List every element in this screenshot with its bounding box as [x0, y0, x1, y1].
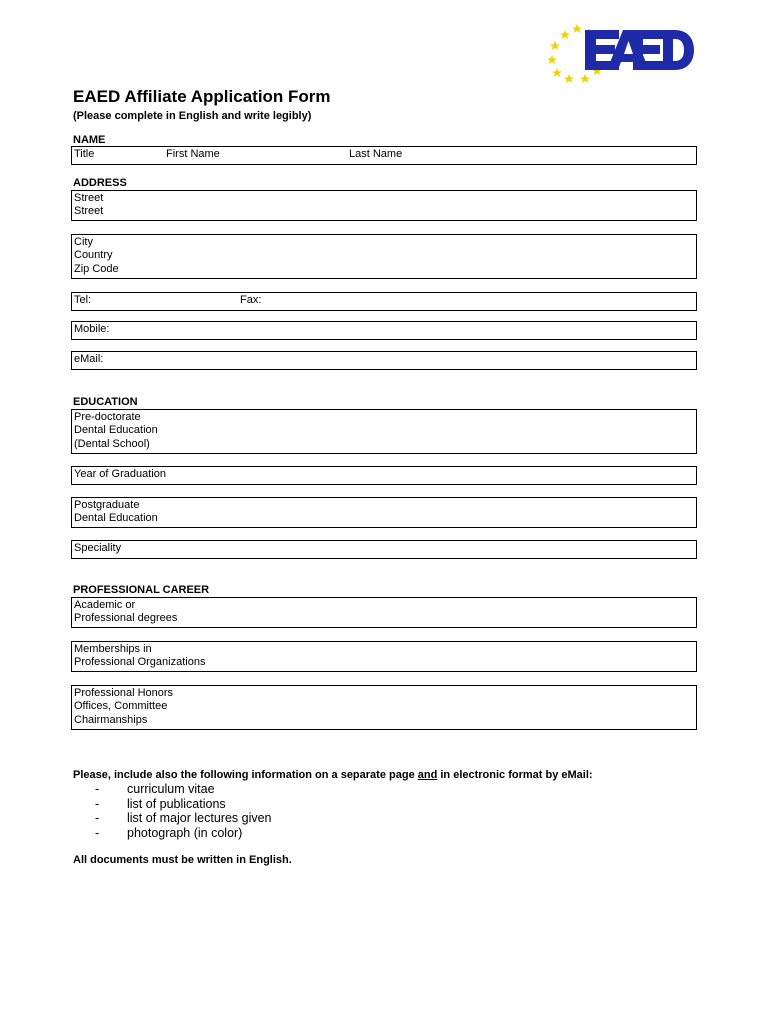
graduation-year-field[interactable] — [71, 466, 697, 485]
instructions-note — [73, 769, 593, 781]
section-label-name: NAME — [73, 134, 106, 146]
list-dash: - — [95, 825, 100, 840]
list-item-text: list of publications — [127, 796, 226, 811]
page-title: EAED Affiliate Application Form — [73, 87, 331, 106]
list-item-text: curriculum vitae — [127, 782, 215, 796]
honors-field[interactable] — [71, 685, 697, 730]
memberships-field[interactable] — [71, 641, 697, 672]
street-label-1: Street — [74, 192, 104, 204]
street-label-2: Street — [74, 205, 104, 218]
postgraduate-field[interactable] — [71, 497, 697, 528]
speciality-label: Speciality — [74, 542, 122, 554]
honors-label-2: Offices, Committee — [74, 700, 168, 713]
list-item-text: list of major lectures given — [127, 811, 272, 826]
memberships-label-2: Professional Organizations — [74, 656, 206, 669]
section-label-career: PROFESSIONAL CAREER — [73, 584, 210, 596]
note-text-before: Please, include also the following information on a separate page — [73, 769, 418, 781]
city-label: City — [74, 236, 93, 248]
tel-label: Tel: — [74, 294, 92, 306]
note-text-after: in electronic format by eMail: — [437, 769, 593, 781]
section-label-education: EDUCATION — [73, 396, 138, 408]
country-label: Country — [74, 249, 113, 262]
memberships-label-1: Memberships in — [74, 643, 152, 655]
degrees-label-2: Professional degrees — [74, 612, 178, 625]
postgraduate-label-2: Dental Education — [74, 512, 158, 525]
mobile-field[interactable] — [71, 321, 697, 340]
last-name-label: Last Name — [349, 148, 403, 160]
postgraduate-label-1: Postgraduate — [74, 499, 140, 511]
name-field[interactable] — [71, 146, 697, 165]
city-country-zip-field[interactable] — [71, 234, 697, 279]
degrees-label-1: Academic or — [74, 599, 136, 611]
predoctorate-field[interactable] — [71, 409, 697, 454]
email-label: eMail: — [74, 353, 104, 365]
honors-label-1: Professional Honors — [74, 687, 174, 699]
list-dash: - — [95, 811, 100, 826]
speciality-field[interactable] — [71, 540, 697, 559]
graduation-year-label: Year of Graduation — [74, 468, 166, 480]
mobile-label: Mobile: — [74, 323, 110, 335]
title-label: Title — [74, 148, 95, 160]
eaed-letters — [585, 30, 694, 70]
predoctorate-label-1: Pre-doctorate — [74, 411, 141, 423]
tel-fax-field[interactable] — [71, 292, 697, 311]
predoctorate-label-3: (Dental School) — [74, 437, 150, 450]
fax-label: Fax: — [240, 294, 262, 306]
zip-code-label: Zip Code — [74, 262, 119, 275]
email-field[interactable] — [71, 351, 697, 370]
page-subtitle: (Please complete in English and write legibly) — [73, 110, 312, 122]
eaed-logo — [545, 22, 695, 84]
first-name-label: First Name — [166, 148, 220, 160]
honors-label-3: Chairmanships — [74, 713, 148, 726]
footer-note: All documents must be written in English. — [73, 854, 292, 866]
list-dash: - — [95, 782, 100, 796]
section-label-address: ADDRESS — [73, 177, 127, 189]
note-and-underlined: and — [417, 769, 438, 781]
street-field[interactable] — [71, 190, 697, 221]
degrees-field[interactable] — [71, 597, 697, 628]
predoctorate-label-2: Dental Education — [74, 424, 158, 437]
list-dash: - — [95, 796, 100, 811]
list-item-text: photograph (in color) — [127, 825, 243, 840]
